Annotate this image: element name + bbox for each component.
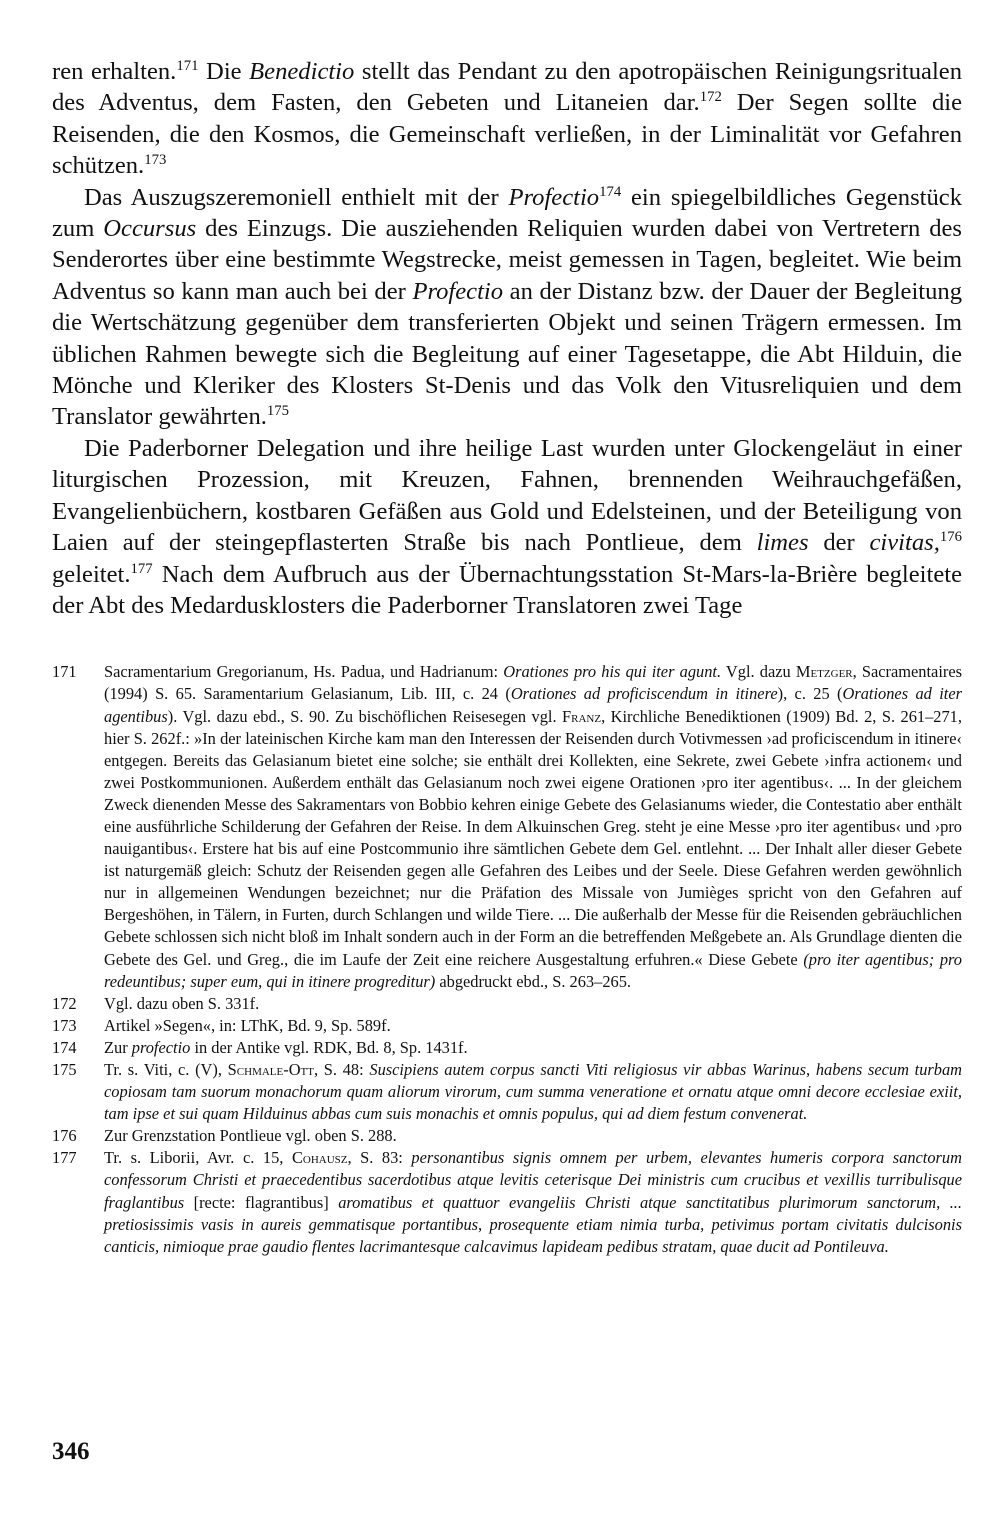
footnote-173 <box>52 1015 962 1037</box>
footnote-ref[interactable]: 174 <box>599 183 622 200</box>
text-segment: in der Antike vgl. RDK, Bd. 8, Sp. 1431f. <box>190 1037 468 1057</box>
footnote-number: 174 <box>52 1037 77 1057</box>
paragraph <box>52 433 962 621</box>
footnote-ref[interactable]: 173 <box>144 152 167 169</box>
text-segment: ). Vgl. dazu ebd., S. 90. Zu bischöflichen Reisesegen vgl. <box>167 706 562 726</box>
text-segment-italic: profectio <box>131 1037 191 1057</box>
text-segment-italic: aromatibus et quattuor evangeliis Christi atque sanctitatibus plurimorum sanctorum, ... pretiosissimis vasis in aureis gemmatisque portantibus, prosequente etiam nimia turba, petivimus portam civitatis dulcisonis canticis, nimioque prae gaudio flentes lacrimantesque calcavimus lapideam pedibus stratam, quae ducit ad Pontileuva. <box>104 1192 962 1256</box>
text-segment: Nach dem Aufbruch aus der Übernachtungsstation St-Mars-la-Brière begleitete der Abt des Medardusklosters die Paderborner Translatoren zwei Tage <box>52 560 962 619</box>
text-segment: Vgl. dazu <box>721 662 796 682</box>
text-segment-italic: Orationes ad iter agentibus <box>104 684 962 726</box>
text-segment-italic: personantibus signis omnem per urbem, elevantes humeris corpora sanctorum confessorum Christi et praecedentibus sacerdotibus atque levitis ceterisque Dei ministris cum crucibus et vexillis turribulisque fraglantibus <box>104 1148 962 1212</box>
text-segment: [recte: flagrantibus] <box>184 1192 339 1212</box>
text-segment-italic: Occursus <box>103 215 197 243</box>
text-segment: geleitet. <box>52 560 131 588</box>
paragraph <box>52 56 962 182</box>
paragraph <box>52 182 962 433</box>
text-segment: ein spiegelbildliches Gegenstück zum <box>52 183 962 243</box>
text-segment: des Einzugs. Die ausziehenden Reliquien wurden dabei von Vertretern des Senderortes über eine bestimmte Wegstrecke, meist gemessen in Tagen, begleitet. Wie beim Adventus so kann man auch bei der <box>52 215 962 305</box>
footnote-ref[interactable]: 177 <box>130 560 153 577</box>
text-segment: stellt das Pendant zu den apotropäischen Reinigungsritualen des Adventus, dem Fasten, den Gebeten und Litaneien dar. <box>52 58 963 117</box>
footnote-172 <box>52 993 962 1015</box>
text-segment: Zur Grenzstation Pontlieue vgl. oben S. 288. <box>104 1126 397 1146</box>
footnote-177 <box>52 1147 962 1257</box>
text-segment: Die Paderborner Delegation und ihre heilige Last wurden unter Glockengeläut in einer liturgischen Prozession, mit Kreuzen, Fahnen, brennenden Weihrauchgefäßen, Evangelienbüchern, kostbaren Gefäßen aus Gold und Edelsteinen, und der Beteiligung von Laien auf der steingepflasterten Straße bis nach Pontlieue, dem <box>52 434 962 557</box>
text-segment: Die <box>198 58 250 85</box>
text-segment: ren erhalten. <box>52 58 177 85</box>
text-segment-italic: Suscipiens autem corpus sancti Viti religiosus vir abbas Warinus, habens secum turbam copiosam tam suorum monachorum quam aliorum virorum, cum summa veneratione et ornatu atque omni decore ecclesiae exiit, tam ipse et sui quam Hilduinus abbas cum suis monachis et omnis populus, qui ad diem festum convenerat. <box>104 1060 962 1124</box>
footnote-ref[interactable]: 175 <box>266 403 290 420</box>
text-segment: Vgl. dazu oben S. 331f. <box>104 993 260 1013</box>
text-segment: , S. 48: <box>313 1060 370 1079</box>
text-segment: Sacramentarium Gregorianum, Hs. Padua, und Hadrianum: <box>104 662 504 682</box>
text-segment: Tr. s. Viti, c. (V), <box>104 1060 228 1079</box>
text-segment: , S. 83: <box>347 1148 412 1168</box>
text-segment: der <box>808 529 870 557</box>
author-name: Schmale-Ott <box>227 1060 314 1079</box>
main-text <box>52 56 962 621</box>
text-segment-italic: civitas, <box>869 529 940 557</box>
text-segment-italic: Profectio <box>508 183 600 211</box>
footnote-174 <box>52 1037 962 1059</box>
text-segment: Das Auszugszeremoniell enthielt mit der <box>84 183 509 211</box>
text-segment: abgedruckt ebd., S. 263–265. <box>435 971 632 991</box>
footnote-ref[interactable]: 172 <box>699 89 722 106</box>
footnote-number: 172 <box>52 993 77 1013</box>
footnote-ref[interactable]: 171 <box>176 58 199 75</box>
footnote-number: 173 <box>52 1015 77 1035</box>
text-segment: ), c. 25 ( <box>777 684 843 704</box>
text-segment: , Kirchliche Benediktionen (1909) Bd. 2, S. 261–271, hier S. 262f.: »In der lateinischen Kirche kam man den Interessen der Reisenden durch Votivmessen ›ad proficiscendum in itinere‹ entgegen. Bereits das Gelasianum bietet eine solche; sie enthält drei Kollekten, eine Sekrete, zwei Gebete ›infra actionem‹ und zwei Postkommunionen. Außerdem enthält das Gelasianum noch zwei eigene Orationen ›pro iter agentibus‹. ... In der gleichem Zweck dienenden Messe des Sakramentars von Bobbio kehren einige Gebete des Gelasianums wieder, die Contestatio aber enthält eine ausführliche Schilderung der Gefahren der Reise. In dem Alkuinschen Greg. steht je eine Messe ›pro iter agentibus‹ und ›pro nauigantibus‹. Erstere hat bis auf eine Postcommunio ihre sämtlichen Gebete dem Gel. entlehnt. ... Der Inhalt aller dieser Gebete ist naturgemäß gleich: Schutz der Reisenden gegen alle Gefahren des Leibes und der Seele. Diese Gefahren werden gewöhnlich nur in allgemeinen Wendungen bezeichnet; nur die Präfation des Missale von Jumièges spricht von den Gefahren auf Bergeshöhen, in Tälern, in Furten, durch Schlangen und wilde Tiere. ... Die außerhalb der Messe für die Reisenden gebräuchlichen Gebete schlossen sich nicht bloß im Inhalt sondern auch in der Form an die betreffenden Meßgebete an. Als Grundlage dienten die Gebete des Gel. und Greg., die im Laufe der Zeit eine reichere Ausgestaltung erfuhren.« Diese Gebete <box>104 706 962 969</box>
page-number: 346 <box>52 1438 90 1465</box>
text-segment-italic: (pro iter agentibus; pro redeuntibus; super eum, qui in itinere progreditur) <box>104 949 962 991</box>
text-segment: Der Segen sollte die Reisenden, die den Kosmos, die Gemeinschaft verließen, in der Liminalität vor Gefahren schützen. <box>52 89 962 180</box>
footnote-number: 175 <box>52 1060 77 1079</box>
text-segment: , Sacramentaires (1994) S. 65. Saramentarium Gelasianum, Lib. III, c. 24 ( <box>104 662 963 704</box>
footnote-176 <box>52 1125 962 1147</box>
footnote-number: 176 <box>52 1126 77 1146</box>
text-segment: an der Distanz bzw. der Dauer der Begleitung die Wertschätzung gegenüber dem transferierten Objekt und seinen Trägern ermessen. Im üblichen Rahmen bewegte sich die Begleitung auf einer Tagesetappe, die Abt Hilduin, die Mönche und Kleriker des Klosters St-Denis und das Volk den Vitusreliquien und dem Translator gewährten. <box>52 277 962 431</box>
author-name: Cohausz <box>291 1148 348 1168</box>
text-segment-italic: Orationes ad proficiscendum in itinere <box>510 684 778 704</box>
text-segment-italic: Orationes pro his qui iter agunt. <box>503 662 722 682</box>
footnote-175 <box>52 1059 962 1125</box>
text-segment-italic: limes <box>756 529 809 557</box>
footnote-ref[interactable]: 176 <box>939 529 962 546</box>
footnote-number: 177 <box>52 1148 77 1168</box>
author-name: Metzger <box>795 662 853 682</box>
text-segment-italic: Benedictio <box>249 58 355 85</box>
footnote-171 <box>52 661 962 992</box>
text-segment: Tr. s. Liborii, Avr. c. 15, <box>104 1148 292 1168</box>
footnote-number: 171 <box>52 662 77 682</box>
text-segment: Zur <box>104 1037 132 1057</box>
text-segment-italic: Profectio <box>412 277 504 305</box>
author-name: Franz <box>562 706 602 726</box>
text-segment: Artikel »Segen«, in: LThK, Bd. 9, Sp. 589f. <box>104 1015 391 1035</box>
footnotes <box>52 661 962 1258</box>
